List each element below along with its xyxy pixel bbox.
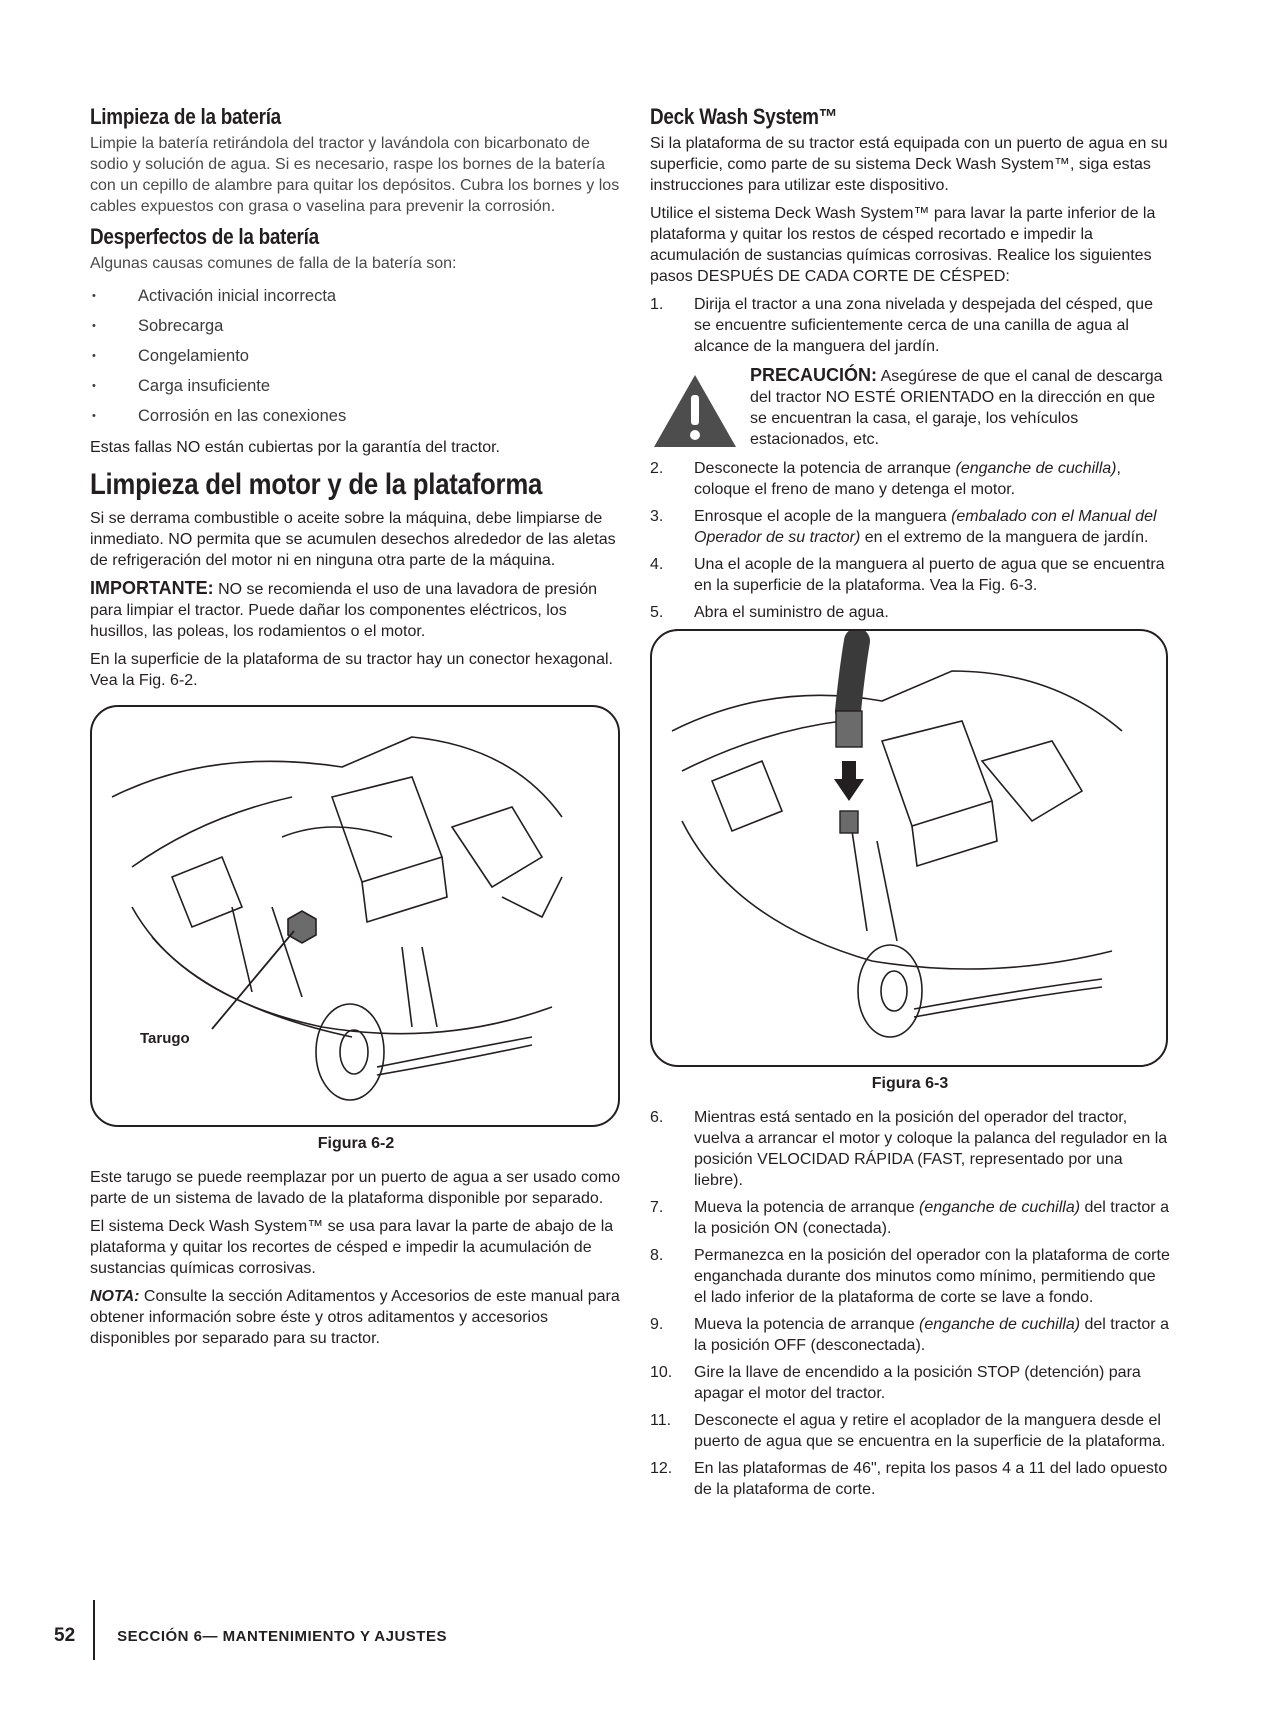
figure-label-tarugo: Tarugo <box>140 1030 190 1047</box>
heading-battery-failures: Desperfectos de la batería <box>90 224 319 249</box>
paragraph-deck-wash-intro: Si la plataforma de su tractor está equipada con un puerto de agua en su superficie, como parte de su sistema Deck Wash System™, siga estas instrucciones para utilizar este dispositivo. <box>650 135 1168 194</box>
caution-box <box>650 365 1170 450</box>
caption-figure-6-3: Figura 6-3 <box>871 1075 949 1092</box>
list-item: • Sobrecarga <box>90 311 622 341</box>
water-port-icon <box>840 811 858 833</box>
left-column <box>90 104 622 1356</box>
important-label: IMPORTANTE: <box>90 578 214 598</box>
paragraph-battery-cleaning: Limpie la batería retirándola del tractor y lavándola con bicarbonato de sodio y solución de agua. Si es necesario, raspe los bornes de la batería con un cepillo de alambre para quitar los depósitos. Cubra los bornes y los cables expuestos con grasa o vaselina para prevenir la corrosión. <box>90 135 620 215</box>
right-column <box>650 104 1170 1506</box>
list-item: 7. Mueva la potencia de arranque (enganche de cuchilla) del tractor a la posición ON (conectada). <box>650 1199 1169 1237</box>
list-item: 4. Una el acople de la manguera al puerto de agua que se encuentra en la superficie de la plataforma. Vea la Fig. 6-3. <box>650 556 1165 594</box>
paragraph-warranty-note: Estas fallas NO están cubiertas por la garantía del tractor. <box>90 439 500 456</box>
paragraph-tarugo: Este tarugo se puede reemplazar por un puerto de agua a ser usado como parte de un sistema de lavado de la plataforma disponible por separado. <box>90 1169 621 1207</box>
list-item: 2. Desconecte la potencia de arranque (enganche de cuchilla), coloque el freno de mano y detenga el motor. <box>650 460 1121 498</box>
footer-divider <box>93 1600 95 1660</box>
battery-failure-list <box>90 281 622 431</box>
paragraph-important <box>90 578 622 642</box>
list-item: • Carga insuficiente <box>90 371 622 401</box>
section-title: SECCIÓN 6— MANTENIMIENTO Y AJUSTES <box>117 1627 447 1645</box>
steps-list-b <box>650 458 1170 623</box>
garden-hose-icon <box>848 641 857 711</box>
list-item: 1. Dirija el tractor a una zona nivelada y despejada del césped, que se encuentre suficientemente cerca de una canilla de agua al alcance de la manguera del jardín. <box>650 296 1153 355</box>
nota-label: NOTA: <box>90 1288 140 1305</box>
paragraph-nota <box>90 1286 622 1349</box>
figure-6-2 <box>90 705 620 1127</box>
page-footer <box>54 1612 447 1660</box>
heading-deck-wash-system: Deck Wash System™ <box>650 104 838 129</box>
paragraph-battery-failures-intro: Algunas causas comunes de falla de la batería son: <box>90 255 457 272</box>
paragraph-hex-connector: En la superficie de la plataforma de su tractor hay un conector hexagonal. Vea la Fig. 6-2. <box>90 651 613 689</box>
arrow-down-icon <box>834 761 864 801</box>
hex-plug-icon <box>288 911 316 943</box>
hose-coupling-illustration <box>652 631 1166 1065</box>
mower-deck-illustration <box>92 707 618 1125</box>
caption-figure-6-2: Figura 6-2 <box>317 1135 395 1152</box>
caution-label: PRECAUCIÓN: <box>750 365 878 385</box>
list-item: • Congelamiento <box>90 341 622 371</box>
list-item: 5. Abra el suministro de agua. <box>650 604 889 621</box>
list-item: 3. Enrosque el acople de la manguera (embalado con el Manual del Operador de su tractor) en el extremo de la manguera de jardín. <box>650 508 1157 546</box>
paragraph-deck-wash-purpose: Utilice el sistema Deck Wash System™ para lavar la parte inferior de la plataforma y quitar los restos de césped recortado e impedir la acumulación de sustancias químicas corrosivas. Realice los siguientes pasos DESPUÉS DE CADA CORTE DE CÉSPED: <box>650 205 1156 285</box>
steps-list-a <box>650 294 1170 357</box>
list-item: 10. Gire la llave de encendido a la posición STOP (detención) para apagar el motor del tractor. <box>650 1364 1141 1402</box>
figure-6-3 <box>650 629 1168 1067</box>
caution-text: PRECAUCIÓN: Asegúrese de que el canal de descarga del tractor NO ESTÉ ORIENTADO en la dirección en que se encuentran la casa, el garaje, los vehículos estacionados, etc. <box>750 365 1163 448</box>
heading-motor-cleaning: Limpieza del motor y de la plataforma <box>90 468 543 501</box>
list-item: • Corrosión en las conexiones <box>90 401 622 431</box>
paragraph-deck-wash: El sistema Deck Wash System™ se usa para lavar la parte de abajo de la plataforma y quitar los recortes de césped e impedir la acumulación de sustancias químicas corrosivas. <box>90 1218 614 1277</box>
list-item: 6. Mientras está sentado en la posición del operador del tractor, vuelva a arrancar el motor y coloque la palanca del regulador en la posición VELOCIDAD RÁPIDA (FAST, representado por una liebre). <box>650 1109 1168 1189</box>
hose-coupling-icon <box>836 711 862 747</box>
list-item: 9. Mueva la potencia de arranque (enganche de cuchilla) del tractor a la posición OFF (desconectada). <box>650 1316 1169 1354</box>
list-item: 11. Desconecte el agua y retire el acoplador de la manguera desde el puerto de agua que se encuentra en la superficie de la plataforma. <box>650 1412 1166 1450</box>
list-item: 12. En las plataformas de 46", repita los pasos 4 a 11 del lado opuesto de la plataforma de corte. <box>650 1460 1168 1498</box>
important-text: NO se recomienda el uso de una lavadora de presión para limpiar el tractor. Puede dañar los componentes eléctricos, los husillos, las poleas, los rodamientos o el motor. <box>90 581 597 640</box>
heading-battery-cleaning: Limpieza de la batería <box>90 104 281 129</box>
warning-triangle-icon <box>652 373 738 449</box>
list-item: • Activación inicial incorrecta <box>90 281 622 311</box>
steps-list-c <box>650 1107 1170 1500</box>
nota-text: Consulte la sección Aditamentos y Accesorios de este manual para obtener información sobre éste y otros aditamentos y accesorios disponibles por separado para su tractor. <box>90 1288 620 1347</box>
list-item: 8. Permanezca en la posición del operador con la plataforma de corte enganchada durante dos minutos como mínimo, permitiendo que el lado inferior de la plataforma de corte se lave a fondo. <box>650 1247 1170 1306</box>
page-number: 52 <box>54 1625 76 1646</box>
paragraph-motor-cleaning: Si se derrama combustible o aceite sobre la máquina, debe limpiarse de inmediato. NO permita que se acumulen desechos alrededor de las aletas de refrigeración del motor ni en ninguna otra parte de la máquina. <box>90 510 616 569</box>
